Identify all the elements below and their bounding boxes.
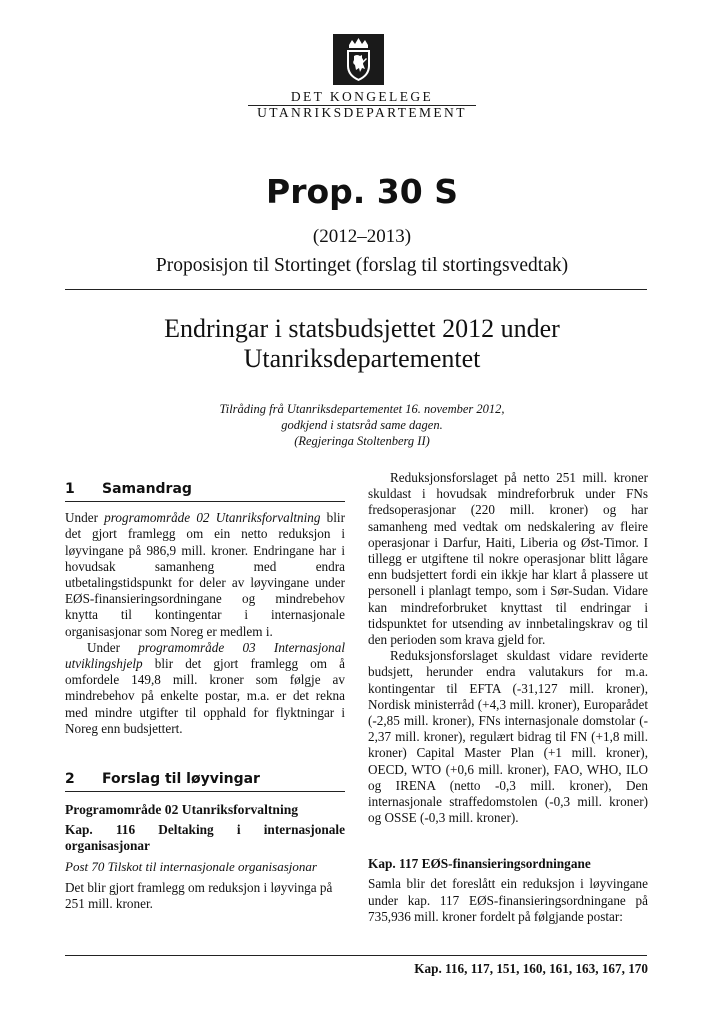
section-1-heading [65,481,345,497]
chapter-list-footer: Kap. 116, 117, 151, 160, 161, 163, 167, 170 [414,961,648,976]
department-name-line1: DET KONGELEGE [290,89,434,104]
document-title-line1: Endringar i statsbudsjettet 2012 under [164,314,560,343]
adoption-line2: godkjend i statsråd same dagen. [281,418,443,432]
right-paragraph-2: Reduksjonsforslaget skuldast vidare reviderte budsjett, herunder endra valutakurs for m.a. kontingentar til EFTA (-31,127 mill. kroner), Nordisk ministerråd (+4,3 mill. kroner), Europarådet (-2,85 mill. kroner), FNs internasjonale domstolar (- 2,37 mill. kroner), regulært bidrag til FN (+1,8 mill. kroner) Capital Master Plan (+1 mill. kroner), OECD, WTO (+0,6 mill. kroner), FAO, WHO, ILO og IRENA (netto -0,3 mill. kroner), Den internasjonale straffedomstolen (-0,3 mill. kroner) og OSSE (-0,3 mill. kroner). [368,648,648,826]
section-1-title: Samandrag [102,481,192,497]
proposition-number: Prop. 30 S [266,172,458,211]
reduction-paragraph: Det blir gjort framlegg om reduksjon i løyvinga på 251 mill. kroner. [65,879,333,911]
section-1-paragraph-1: Under programområde 02 Utanriksforvaltning blir det gjort framlegg om ein netto reduksjon i løyvingane på 986,9 mill. kroner. Endringane har i hovudsak samanheng med endra utbetalingstidspunkt for deler av løyvingane under EØS-finansieringsordningane og mindrebehov knytta til kontingentar i internasjonale organisasjonar som Noreg er medlem i. [65,510,345,639]
left-column [65,481,345,912]
section-2-title: Forslag til løyvingar [102,771,260,788]
post-70-heading: Post 70 Tilskot til internasjonale organisasjonar [65,859,317,875]
proposition-subtitle: Proposisjon til Stortinget (forslag til stortingsvedtak) [155,255,569,276]
top-divider [65,289,647,290]
section-2-heading [65,771,345,787]
section-2-rule [65,791,345,792]
right-paragraph-3: Samla blir det foreslått ein reduksjon i løyvingane under kap. 117 EØS-finansieringsordningane på 735,936 mill. kroner fordelt på følgjande postar: [368,876,648,924]
lion-crest-icon [333,34,384,85]
section-1-number: 1 [65,481,75,497]
section-1-paragraph-2: Under programområde 03 Internasjonal utviklingshjelp blir det gjort framlegg om å omfordele 149,8 mill. kroner som følgje av mindrebehov på enkelte postar, m.a. er det rekna med mindre utgifter til opphald for flyktningar i Noreg enn budsjettert. [65,639,345,736]
section-2-number: 2 [65,771,75,788]
programme-area-heading: Programområde 02 Utanriksforvaltning [65,802,299,818]
adoption-note [150,401,574,449]
session-years: (2012–2013) [312,226,412,247]
section-1-rule [65,501,345,502]
document-title [100,314,624,374]
department-name-line2: UTANRIKSDEPARTEMENT [257,105,467,120]
right-paragraph-1: Reduksjonsforslaget på netto 251 mill. kroner skuldast i hovudsak mindreforbruk under FNs fredsoperasjonar (220 mill. kroner) og har samanheng med vedtak om nedskalering av fleire operasjonar i Darfur, Haiti, Liberia og Øst-Timor. I tillegg er utgiftene til nokre operasjonar blitt lågare enn budsjettert fordi ein ikkje har klart å plassere ut personell i planlagt tempo, som i Sør-Sudan. Vidare kan mindreforbruket knyttast til endringar i tidspunktet for utsending av innbetalingskrav og til den perioden som krava gjeld for. [368,470,648,648]
document-title-line2: Utanriksdepartementet [243,344,481,373]
coat-of-arms-logo [333,34,384,85]
adoption-line1: Tilråding frå Utanriksdepartementet 16. november 2012, [219,402,505,416]
right-column [368,470,648,925]
bottom-divider [65,955,647,956]
adoption-line3: (Regjeringa Stoltenberg II) [294,434,430,448]
chapter-117-heading: Kap. 117 EØS-finansieringsordningane [368,856,591,872]
chapter-116-heading: Kap. 116 Deltaking i internasjonale organisasjonar [65,822,345,854]
